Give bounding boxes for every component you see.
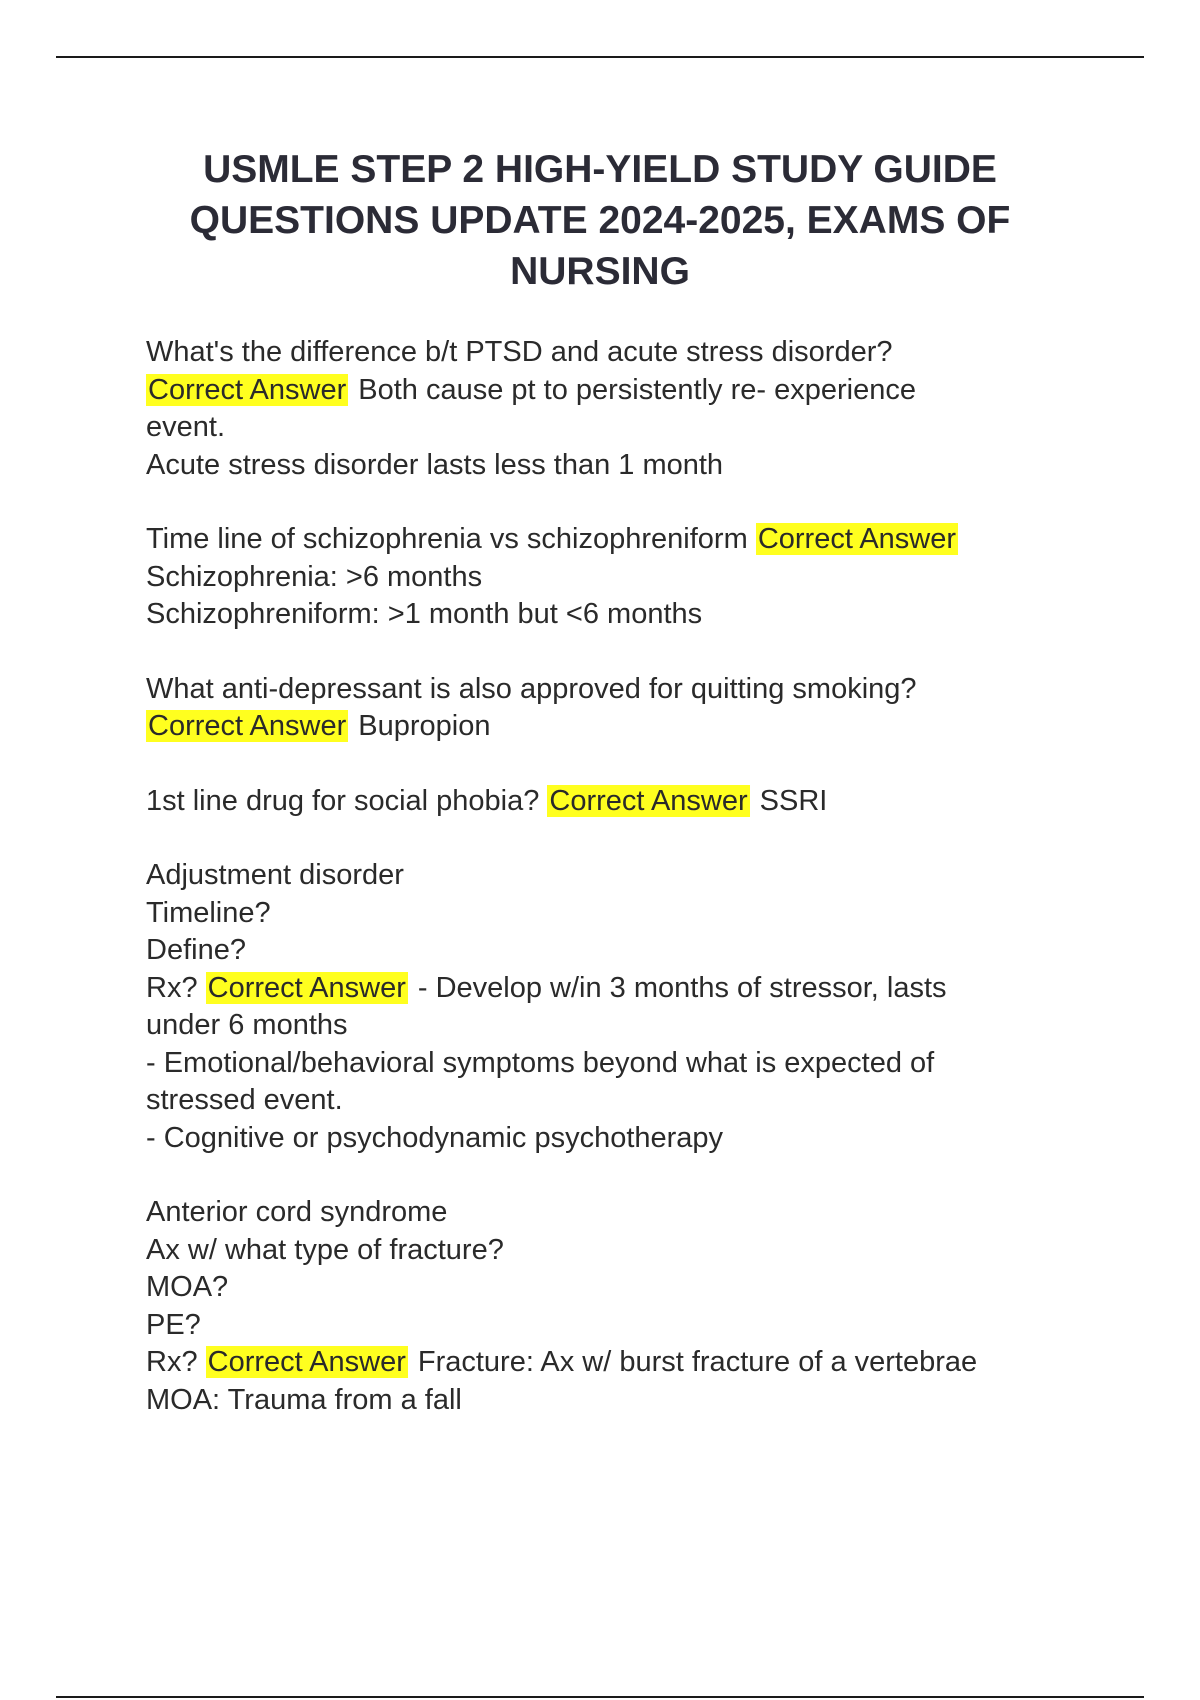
answer-text: under 6 months (146, 1009, 348, 1041)
question-text: Define? (146, 934, 246, 966)
answer-text: event. (146, 411, 225, 443)
question-line (146, 783, 1086, 821)
top-rule (56, 56, 1144, 58)
qa-item (146, 334, 1086, 484)
answer-line (146, 708, 1086, 746)
correct-answer-label: Correct Answer (549, 784, 748, 817)
question-text: Time line of schizophrenia vs schizophreniform (146, 523, 748, 555)
question-text: Ax w/ what type of fracture? (146, 1233, 504, 1266)
correct-answer-label: Correct Answer (207, 1346, 406, 1378)
question-text: MOA? (146, 1271, 229, 1303)
correct-answer-label: Correct Answer (148, 373, 347, 406)
answer-line (146, 970, 1086, 1008)
correct-answer-label: Correct Answer (207, 971, 406, 1004)
answer-text: stressed event. (146, 1084, 343, 1116)
question-text: Timeline? (146, 896, 271, 929)
question-text: Anterior cord syndrome (146, 1196, 448, 1228)
qa-item (146, 857, 1086, 1157)
question-text: Adjustment disorder (146, 859, 404, 891)
correct-answer-label: Correct Answer (148, 710, 347, 742)
answer-text: Schizophrenia: >6 months (146, 560, 483, 593)
document-title: USMLE STEP 2 HIGH-YIELD STUDY GUIDE QUESTIONS UPDATE 2024-2025, EXAMS OF NURSING (189, 148, 1011, 293)
answer-line (146, 372, 1086, 410)
answer-text: Schizophreniform: >1 month but <6 months (146, 598, 703, 630)
qa-item (146, 521, 1086, 634)
qa-item (146, 671, 1086, 746)
correct-answer-label: Correct Answer (757, 523, 957, 555)
answer-text: MOA: Trauma from a fall (146, 1383, 462, 1416)
answer-text: - Emotional/behavioral symptoms beyond what is expected of (146, 1046, 935, 1079)
question-text: Rx? (146, 971, 198, 1004)
question-text: PE? (146, 1308, 201, 1341)
question-text: What's the difference b/t PTSD and acute stress disorder? (146, 336, 893, 368)
answer-text: SSRI (759, 784, 828, 817)
answer-line (146, 1344, 1086, 1382)
answer-text: Fracture: Ax w/ burst fracture of a vertebrae (417, 1346, 978, 1378)
qa-list (146, 334, 1086, 1456)
answer-text: Both cause pt to persistently re- experience (358, 373, 916, 406)
answer-text: Acute stress disorder lasts less than 1 month (146, 448, 724, 481)
qa-item (146, 783, 1086, 821)
answer-text: Bupropion (358, 710, 491, 742)
question-text: 1st line drug for social phobia? (146, 784, 540, 817)
answer-text: - Develop w/in 3 months of stressor, lasts (417, 971, 947, 1004)
question-text: What anti-depressant is also approved for quitting smoking? (146, 672, 917, 705)
answer-text: - Cognitive or psychodynamic psychotherapy (146, 1121, 724, 1154)
bottom-rule (56, 1696, 1144, 1698)
question-text: Rx? (146, 1346, 198, 1378)
qa-item (146, 1194, 1086, 1419)
question-line (146, 521, 1086, 559)
